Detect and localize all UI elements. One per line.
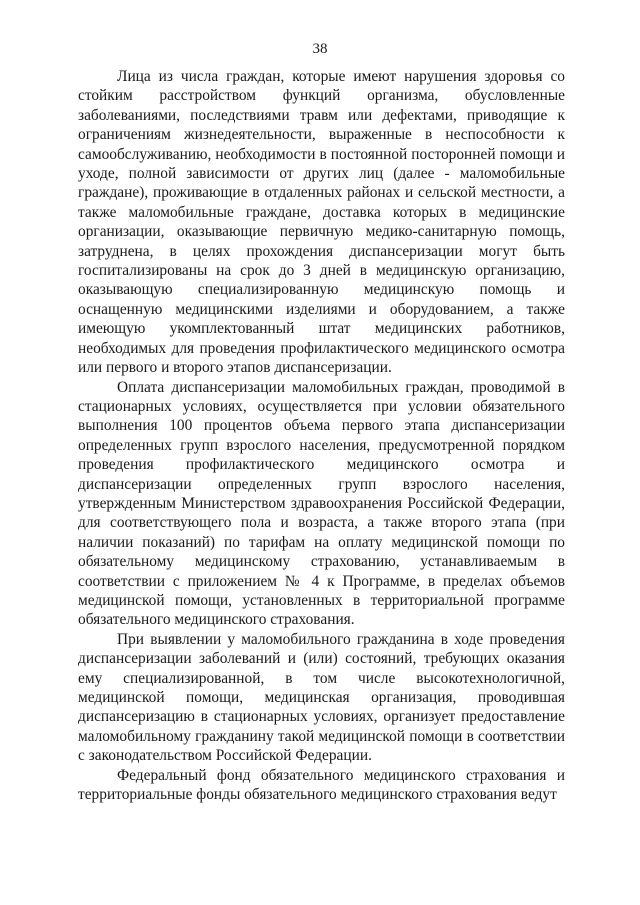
paragraph-specialized-care: При выявлении у маломобильного гражданина в ходе проведения диспансеризации заболеваний и (или) состояний, требующих оказания ему специализированной, в том числе высокотехнологичной, медицинской помощи, медицинская организация, проводившая диспансеризацию в стационарных условиях, организует предоставление маломобильному гражданину такой медицинской помощи в соответствии с законодательством Российской Федерации. xyxy=(78,630,565,765)
paragraph-low-mobility-hospitalization: Лица из числа граждан, которые имеют нарушения здоровья со стойким расстройством функций организма, обусловленные заболеваниями, последствиями травм или дефектами, приводящие к ограничениям жизнедеятельности, выраженные в неспособности к самообслуживанию, необходимости в постоянной посторонней помощи и уходе, полной зависимости от других лиц (далее - маломобильные граждане), проживающие в отдаленных районах и сельской местности, а также маломобильные граждане, доставка которых в медицинские организации, оказывающие первичную медико-санитарную помощь, затруднена, в целях прохождения диспансеризации могут быть госпитализированы на срок до 3 дней в медицинскую организацию, оказывающую специализированную медицинскую помощь и оснащенную медицинскими изделиями и оборудованием, а также имеющую укомплектованный штат медицинских работников, необходимых для проведения профилактического медицинского осмотра или первого и второго этапов диспансеризации. xyxy=(78,68,565,377)
paragraph-payment-conditions: Оплата диспансеризации маломобильных граждан, проводимой в стационарных условиях, осуществляется при условии обязательного выполнения 100 процентов объема первого этапа диспансеризации определенных групп взрослого населения, предусмотренной порядком проведения профилактического медицинского осмотра и диспансеризации определенных групп взрослого населения, утвержденным Министерством здравоохранения Российской Федерации, для соответствующего пола и возраста, а также второго этапа (при наличии показаний) по тарифам на оплату медицинской помощи по обязательному медицинскому страхованию, устанавливаемым в соответствии с приложением № 4 к Программе, в пределах объемов медицинской помощи, установленных в территориальной программе обязательного медицинского страхования. xyxy=(78,378,565,629)
paragraph-insurance-funds: Федеральный фонд обязательного медицинского страхования и территориальные фонды обязательного медицинского страхования ведут xyxy=(78,766,565,804)
document-body xyxy=(78,67,565,804)
page-number: 38 xyxy=(312,41,328,57)
